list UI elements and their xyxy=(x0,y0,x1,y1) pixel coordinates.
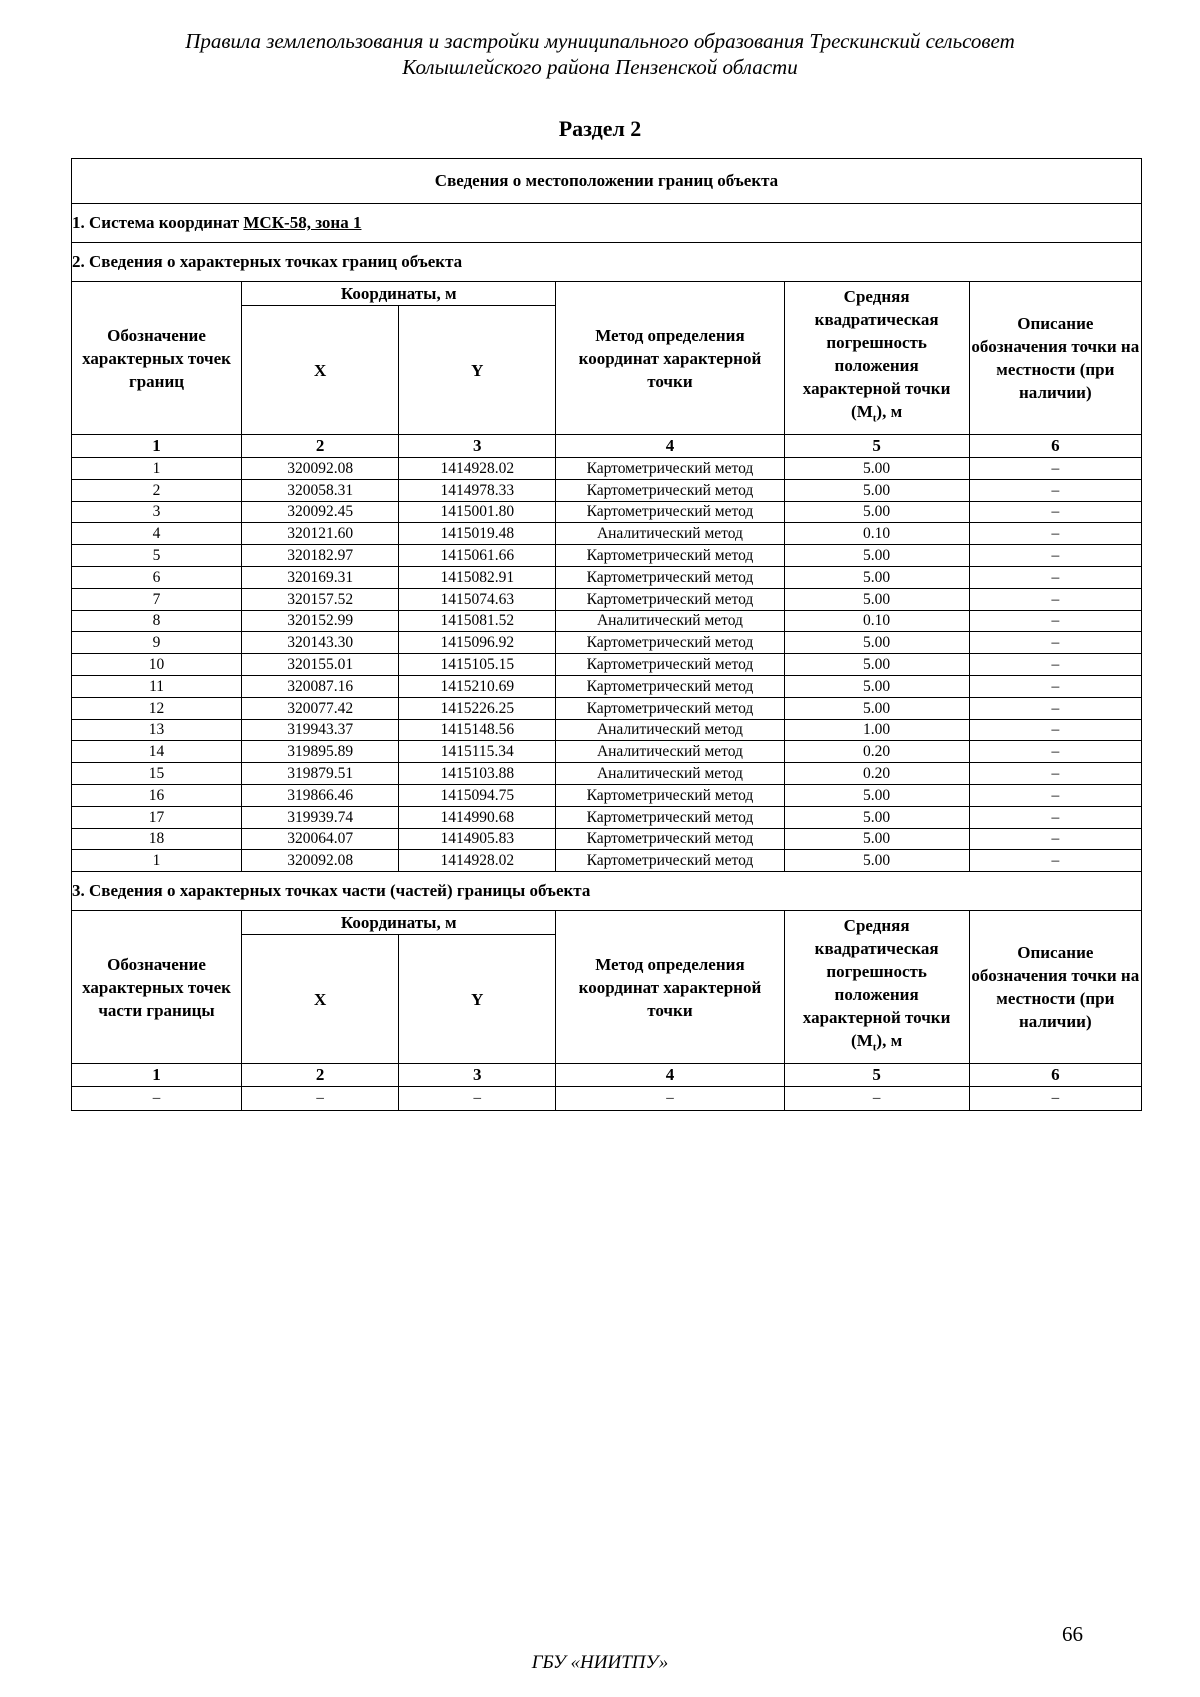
x-coordinate-cell: 320077.42 xyxy=(242,697,399,719)
point-number-cell: 1 xyxy=(72,850,242,872)
table-row xyxy=(72,501,1142,523)
table-row xyxy=(72,763,1142,785)
error-cell: 5.00 xyxy=(784,566,969,588)
description-cell: – xyxy=(969,654,1141,676)
y-coordinate-cell: 1415105.15 xyxy=(399,654,556,676)
coord-system-row xyxy=(72,204,1142,243)
part3-header-x: X xyxy=(242,935,399,1064)
boundary-table xyxy=(71,158,1142,1111)
part2-col-num: 5 xyxy=(784,435,969,458)
description-cell: – xyxy=(969,479,1141,501)
y-coordinate-cell: 1415094.75 xyxy=(399,784,556,806)
y-coordinate-cell: 1414905.83 xyxy=(399,828,556,850)
part2-header-y: Y xyxy=(399,306,556,435)
part3-title-row xyxy=(72,872,1142,911)
description-cell: – xyxy=(969,632,1141,654)
part3-header-error xyxy=(784,911,969,1064)
table-row xyxy=(72,806,1142,828)
description-cell: – xyxy=(969,784,1141,806)
x-coordinate-cell: 320064.07 xyxy=(242,828,399,850)
part2-header-error-sub: t xyxy=(872,412,877,425)
table-row xyxy=(72,610,1142,632)
part2-header-error xyxy=(784,282,969,435)
coord-system-value: МСК-58, зона 1 xyxy=(243,213,362,232)
part2-header-method: Метод определения координат характерной точки xyxy=(556,282,784,435)
point-number-cell: 11 xyxy=(72,675,242,697)
table-row xyxy=(72,654,1142,676)
table-row xyxy=(72,850,1142,872)
table-title: Сведения о местоположении границ объекта xyxy=(72,159,1142,204)
part3-col-num: 1 xyxy=(72,1064,242,1087)
description-cell: – xyxy=(969,566,1141,588)
point-number-cell: 2 xyxy=(72,479,242,501)
table-row xyxy=(72,697,1142,719)
error-cell: 5.00 xyxy=(784,850,969,872)
point-number-cell: 14 xyxy=(72,741,242,763)
point-number-cell: 1 xyxy=(72,458,242,480)
y-coordinate-cell: 1415210.69 xyxy=(399,675,556,697)
part3-header-description: Описание обозначения точки на местности (при наличии) xyxy=(969,911,1141,1064)
page-number: 66 xyxy=(1062,1622,1083,1646)
description-cell: – xyxy=(969,719,1141,741)
part3-header-coords: Координаты, м xyxy=(242,911,556,935)
description-cell: – xyxy=(969,458,1141,480)
point-number-cell: 16 xyxy=(72,784,242,806)
table-row xyxy=(72,741,1142,763)
x-coordinate-cell: 319895.89 xyxy=(242,741,399,763)
method-cell: Аналитический метод xyxy=(556,741,784,763)
part2-header-coords: Координаты, м xyxy=(242,282,556,306)
error-cell: 5.00 xyxy=(784,632,969,654)
x-coordinate-cell: 320155.01 xyxy=(242,654,399,676)
method-cell: Картометрический метод xyxy=(556,806,784,828)
method-cell: Картометрический метод xyxy=(556,632,784,654)
table-row xyxy=(72,632,1142,654)
part2-col-num: 3 xyxy=(399,435,556,458)
description-cell: – xyxy=(969,588,1141,610)
point-number-cell: 3 xyxy=(72,501,242,523)
description-cell: – xyxy=(969,523,1141,545)
part2-header-x: X xyxy=(242,306,399,435)
part3-empty-cell: – xyxy=(969,1087,1141,1111)
part2-column-numbers xyxy=(72,435,1142,458)
coord-system-prefix: 1. Система координат xyxy=(72,213,244,232)
table-row xyxy=(72,566,1142,588)
x-coordinate-cell: 320152.99 xyxy=(242,610,399,632)
section-title: Раздел 2 xyxy=(558,116,642,141)
description-cell: – xyxy=(969,850,1141,872)
method-cell: Аналитический метод xyxy=(556,610,784,632)
x-coordinate-cell: 320169.31 xyxy=(242,566,399,588)
point-number-cell: 7 xyxy=(72,588,242,610)
part3-empty-cell: – xyxy=(556,1087,784,1111)
x-coordinate-cell: 319866.46 xyxy=(242,784,399,806)
description-cell: – xyxy=(969,697,1141,719)
part2-col-num: 6 xyxy=(969,435,1141,458)
part3-header-y: Y xyxy=(399,935,556,1064)
table-row xyxy=(72,828,1142,850)
part3-empty-row xyxy=(72,1087,1142,1111)
x-coordinate-cell: 320143.30 xyxy=(242,632,399,654)
method-cell: Картометрический метод xyxy=(556,675,784,697)
method-cell: Аналитический метод xyxy=(556,719,784,741)
y-coordinate-cell: 1415081.52 xyxy=(399,610,556,632)
error-cell: 5.00 xyxy=(784,784,969,806)
header-line-2: Колышлейского района Пензенской области xyxy=(402,55,798,79)
method-cell: Картометрический метод xyxy=(556,784,784,806)
part3-col-num: 4 xyxy=(556,1064,784,1087)
error-cell: 5.00 xyxy=(784,479,969,501)
table-row xyxy=(72,784,1142,806)
y-coordinate-cell: 1414990.68 xyxy=(399,806,556,828)
y-coordinate-cell: 1414928.02 xyxy=(399,458,556,480)
y-coordinate-cell: 1415148.56 xyxy=(399,719,556,741)
part3-col-num: 6 xyxy=(969,1064,1141,1087)
error-cell: 0.20 xyxy=(784,763,969,785)
document-header xyxy=(0,28,1200,80)
error-cell: 5.00 xyxy=(784,588,969,610)
error-cell: 5.00 xyxy=(784,697,969,719)
x-coordinate-cell: 320092.08 xyxy=(242,850,399,872)
method-cell: Аналитический метод xyxy=(556,523,784,545)
y-coordinate-cell: 1415082.91 xyxy=(399,566,556,588)
x-coordinate-cell: 320087.16 xyxy=(242,675,399,697)
part2-title: 2. Сведения о характерных точках границ объекта xyxy=(72,243,1142,282)
method-cell: Картометрический метод xyxy=(556,501,784,523)
y-coordinate-cell: 1415226.25 xyxy=(399,697,556,719)
part3-header-error-main: Средняя квадратическая погрешность положения характерной точки (M xyxy=(802,916,951,1051)
part3-header-designation: Обозначение характерных точек части границы xyxy=(72,911,242,1064)
point-number-cell: 12 xyxy=(72,697,242,719)
point-number-cell: 6 xyxy=(72,566,242,588)
part3-column-numbers xyxy=(72,1064,1142,1087)
description-cell: – xyxy=(969,763,1141,785)
error-cell: 0.10 xyxy=(784,610,969,632)
point-number-cell: 18 xyxy=(72,828,242,850)
description-cell: – xyxy=(969,741,1141,763)
x-coordinate-cell: 320157.52 xyxy=(242,588,399,610)
error-cell: 5.00 xyxy=(784,675,969,697)
point-number-cell: 13 xyxy=(72,719,242,741)
part2-col-num: 4 xyxy=(556,435,784,458)
error-cell: 5.00 xyxy=(784,501,969,523)
part2-header-error-tail: ), м xyxy=(876,402,903,422)
error-cell: 5.00 xyxy=(784,545,969,567)
y-coordinate-cell: 1415103.88 xyxy=(399,763,556,785)
y-coordinate-cell: 1414978.33 xyxy=(399,479,556,501)
part2-title-row xyxy=(72,243,1142,282)
part3-col-num: 5 xyxy=(784,1064,969,1087)
error-cell: 5.00 xyxy=(784,654,969,676)
table-row xyxy=(72,458,1142,480)
table-row xyxy=(72,719,1142,741)
coord-system xyxy=(72,204,1142,243)
method-cell: Картометрический метод xyxy=(556,545,784,567)
method-cell: Картометрический метод xyxy=(556,828,784,850)
error-cell: 5.00 xyxy=(784,458,969,480)
description-cell: – xyxy=(969,675,1141,697)
method-cell: Картометрический метод xyxy=(556,458,784,480)
point-number-cell: 10 xyxy=(72,654,242,676)
footer-organization: ГБУ «НИИТПУ» xyxy=(531,1652,669,1673)
y-coordinate-cell: 1415001.80 xyxy=(399,501,556,523)
part3-header-error-sub: t xyxy=(872,1041,877,1054)
point-number-cell: 17 xyxy=(72,806,242,828)
method-cell: Картометрический метод xyxy=(556,479,784,501)
part3-col-num: 3 xyxy=(399,1064,556,1087)
x-coordinate-cell: 319879.51 xyxy=(242,763,399,785)
y-coordinate-cell: 1415061.66 xyxy=(399,545,556,567)
method-cell: Картометрический метод xyxy=(556,850,784,872)
point-number-cell: 15 xyxy=(72,763,242,785)
part3-header-method: Метод определения координат характерной точки xyxy=(556,911,784,1064)
x-coordinate-cell: 320058.31 xyxy=(242,479,399,501)
part2-col-num: 1 xyxy=(72,435,242,458)
y-coordinate-cell: 1415074.63 xyxy=(399,588,556,610)
error-cell: 5.00 xyxy=(784,828,969,850)
description-cell: – xyxy=(969,828,1141,850)
error-cell: 0.10 xyxy=(784,523,969,545)
part3-empty-cell: – xyxy=(72,1087,242,1111)
part2-header-description: Описание обозначения точки на местности (при наличии) xyxy=(969,282,1141,435)
part2-col-num: 2 xyxy=(242,435,399,458)
description-cell: – xyxy=(969,610,1141,632)
description-cell: – xyxy=(969,501,1141,523)
method-cell: Картометрический метод xyxy=(556,654,784,676)
method-cell: Аналитический метод xyxy=(556,763,784,785)
error-cell: 5.00 xyxy=(784,806,969,828)
x-coordinate-cell: 319943.37 xyxy=(242,719,399,741)
part2-header-designation: Обозначение характерных точек границ xyxy=(72,282,242,435)
table-row xyxy=(72,479,1142,501)
part3-empty-cell: – xyxy=(399,1087,556,1111)
point-number-cell: 5 xyxy=(72,545,242,567)
description-cell: – xyxy=(969,545,1141,567)
point-number-cell: 8 xyxy=(72,610,242,632)
part3-empty-cell: – xyxy=(242,1087,399,1111)
table-row xyxy=(72,588,1142,610)
error-cell: 1.00 xyxy=(784,719,969,741)
description-cell: – xyxy=(969,806,1141,828)
method-cell: Картометрический метод xyxy=(556,566,784,588)
method-cell: Картометрический метод xyxy=(556,588,784,610)
part2-header-row-1 xyxy=(72,282,1142,306)
error-cell: 0.20 xyxy=(784,741,969,763)
y-coordinate-cell: 1414928.02 xyxy=(399,850,556,872)
point-number-cell: 9 xyxy=(72,632,242,654)
x-coordinate-cell: 320121.60 xyxy=(242,523,399,545)
y-coordinate-cell: 1415019.48 xyxy=(399,523,556,545)
part3-header-error-tail: ), м xyxy=(876,1031,903,1051)
x-coordinate-cell: 320182.97 xyxy=(242,545,399,567)
table-title-row xyxy=(72,159,1142,204)
header-line-1: Правила землепользования и застройки муниципального образования Трескинский сельсовет xyxy=(185,29,1015,53)
part3-col-num: 2 xyxy=(242,1064,399,1087)
y-coordinate-cell: 1415096.92 xyxy=(399,632,556,654)
part3-empty-cell: – xyxy=(784,1087,969,1111)
x-coordinate-cell: 320092.08 xyxy=(242,458,399,480)
part3-title: 3. Сведения о характерных точках части (частей) границы объекта xyxy=(72,872,1142,911)
table-row xyxy=(72,675,1142,697)
part2-header-error-main: Средняя квадратическая погрешность положения характерной точки (M xyxy=(802,287,951,422)
table-row xyxy=(72,523,1142,545)
y-coordinate-cell: 1415115.34 xyxy=(399,741,556,763)
part3-header-row-1 xyxy=(72,911,1142,935)
table-row xyxy=(72,545,1142,567)
x-coordinate-cell: 320092.45 xyxy=(242,501,399,523)
point-number-cell: 4 xyxy=(72,523,242,545)
method-cell: Картометрический метод xyxy=(556,697,784,719)
x-coordinate-cell: 319939.74 xyxy=(242,806,399,828)
